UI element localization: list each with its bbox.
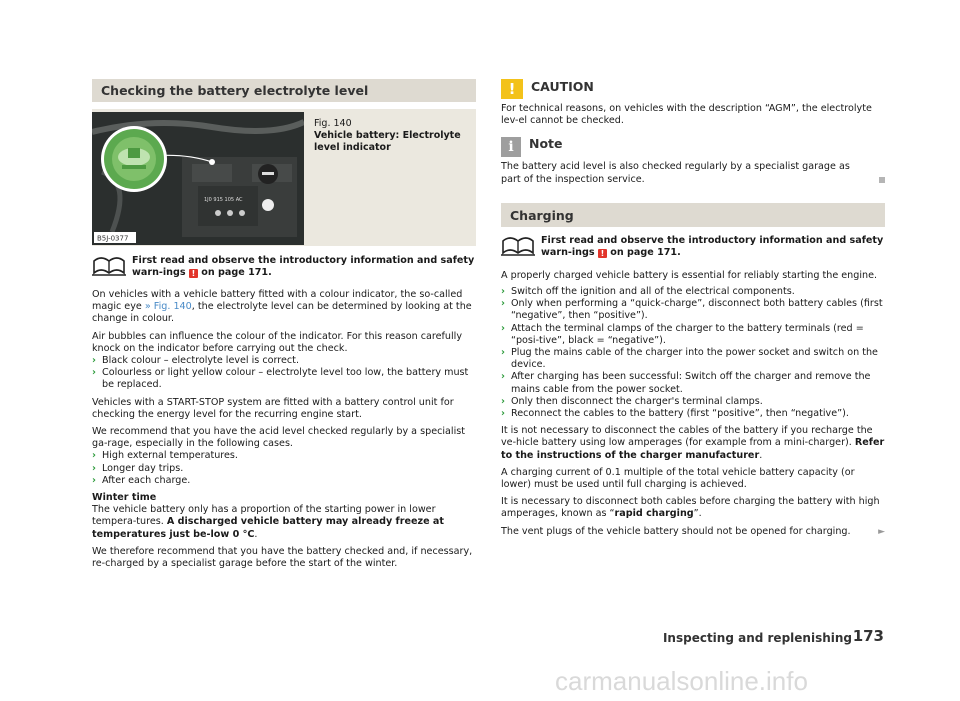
read-first-text: First read and observe the introductory information and safety warn-ings [132, 255, 475, 279]
chevron-right-icon: › [501, 371, 505, 383]
paragraph-start-stop: Vehicles with a START-STOP system are fitted with a battery control unit for checking the energy level for the recurring engine start. [92, 396, 454, 420]
chevron-right-icon: › [501, 322, 505, 334]
footer-section-title: Inspecting and replenishing [662, 631, 852, 645]
note-title: Note [529, 136, 563, 152]
paragraph-recommend: We recommend that you have the acid level checked regularly by a specialist ga-rage, especially in the following cases. [92, 426, 466, 450]
svg-text:B5J-0377: B5J-0377 [97, 234, 129, 243]
chevron-right-icon: › [501, 395, 505, 407]
list-item: › After each charge. [92, 474, 191, 486]
list-item: › Only when performing a “quick-charge”, disconnect both battery cables (first “negative”, then “positive”). [501, 298, 883, 322]
paragraph-charging-current: A charging current of 0.1 multiple of the total vehicle battery capacity (or lower) must be used until full charging is achieved. [501, 466, 855, 491]
list-item: › Colourless or light yellow colour – electrolyte level too low, the battery must be replaced. [92, 367, 469, 391]
continue-arrow-icon: ► [878, 526, 885, 537]
open-book-icon [501, 235, 535, 261]
paragraph-magic-eye [92, 289, 476, 326]
caution-icon: ! [501, 79, 523, 99]
list-item: › Black colour – electrolyte level is correct. [92, 355, 299, 367]
figure-label: Fig. 140 [314, 118, 352, 129]
paragraph-air-bubbles: Air bubbles can influence the colour of the indicator. For this reason carefully knock on the indicator before carrying out the check. [92, 330, 463, 354]
paragraph-vent-plugs: The vent plugs of the vehicle battery should not be opened for charging. ► [501, 525, 885, 537]
figure-caption [314, 118, 474, 154]
paragraph-winter: The vehicle battery only has a proportion of the starting power in lower tempera-tures. A discharged vehicle battery may already freeze at temperatures just be-low 0 °C. [92, 504, 444, 540]
chevron-right-icon: › [92, 462, 96, 474]
section-title-charging: Charging [501, 203, 885, 227]
list-item: › Longer day trips. [92, 462, 184, 474]
caution-box [501, 79, 885, 99]
chevron-right-icon: › [92, 474, 96, 486]
chevron-right-icon: › [92, 367, 96, 379]
cases-list [92, 450, 476, 487]
figure-140 [92, 109, 476, 246]
read-first-page-ref[interactable]: on page 171. [201, 267, 272, 279]
para-text: , the electrolyte level can be determined by looking at the change in colour. [92, 301, 472, 325]
winter-heading: Winter time [92, 492, 157, 504]
fig-link[interactable]: » Fig. 140 [144, 301, 192, 313]
right-column [501, 79, 885, 538]
list-item: › Plug the mains cable of the charger into the power socket and switch on the device. [501, 347, 878, 371]
read-first-notice [92, 255, 476, 281]
svg-text:1J0 915 105 AC: 1J0 915 105 AC [204, 197, 243, 203]
page-footer [662, 627, 886, 647]
figure-title: Vehicle battery: Electrolyte level indicator [314, 130, 461, 153]
battery-photo-drawing [92, 112, 304, 245]
chevron-right-icon: › [92, 355, 96, 367]
chevron-right-icon: › [501, 298, 505, 310]
note-box [501, 136, 885, 157]
list-item: › High external temperatures. [92, 450, 238, 462]
paragraph-low-amperage: It is not necessary to disconnect the cables of the battery if you recharge the ve-hicle battery using low amperages (for example from a mini-charger). Refer to the instructions of the charger manufacturer. [501, 425, 885, 461]
caution-title: CAUTION [531, 79, 594, 94]
chevron-right-icon: › [92, 450, 96, 462]
note-text: The battery acid level is also checked regularly by a specialist garage as part of the inspection service. [501, 161, 885, 185]
battery-photo [92, 112, 304, 245]
info-icon: i [501, 137, 521, 157]
read-first-text: First read and observe the introductory information and safety warn-ings [541, 234, 884, 259]
list-item: › Only then disconnect the charger's terminal clamps. [501, 395, 763, 407]
indicator-list [92, 355, 476, 392]
left-column [92, 79, 476, 570]
chevron-right-icon: › [501, 347, 505, 359]
warning-icon: ! [189, 269, 198, 278]
charging-intro: A properly charged vehicle battery is essential for reliably starting the engine. [501, 269, 878, 281]
list-item: › Switch off the ignition and all of the electrical components. [501, 286, 795, 298]
paragraph-before-winter: We therefore recommend that you have the battery checked and, if necessary, re-charged by a specialist garage before the start of the winter. [92, 545, 473, 570]
chevron-right-icon: › [501, 408, 505, 420]
list-item: › Reconnect the cables to the battery (first “positive”, then “negative”). [501, 408, 849, 420]
chevron-right-icon: › [501, 286, 505, 298]
charging-steps [501, 286, 885, 420]
read-first-page-ref[interactable]: on page 171. [610, 247, 681, 259]
list-item: › Attach the terminal clamps of the charger to the battery terminals (red = “posi-tive”, black = “negative”). [501, 322, 864, 346]
paragraph-rapid-charging: It is necessary to disconnect both cables before charging the battery with high amperages, known as “rapid charging”. [501, 496, 880, 520]
read-first-notice [501, 235, 885, 261]
end-of-section-icon [879, 177, 885, 183]
section-title-electrolyte: Checking the battery electrolyte level [92, 79, 476, 102]
para-text: On vehicles with a vehicle battery fitted with a colour indicator, the so-called magic eye [92, 289, 463, 313]
open-book-icon [92, 255, 126, 281]
caution-text: For technical reasons, on vehicles with the description “AGM”, the electrolyte lev-el cannot be checked. [501, 103, 872, 127]
page-number: 173 [852, 627, 884, 645]
list-item: › After charging has been successful: Switch off the charger and remove the mains cable from the power socket. [501, 371, 871, 395]
watermark: carmanualsonline.info [555, 666, 808, 696]
warning-icon: ! [598, 249, 607, 258]
